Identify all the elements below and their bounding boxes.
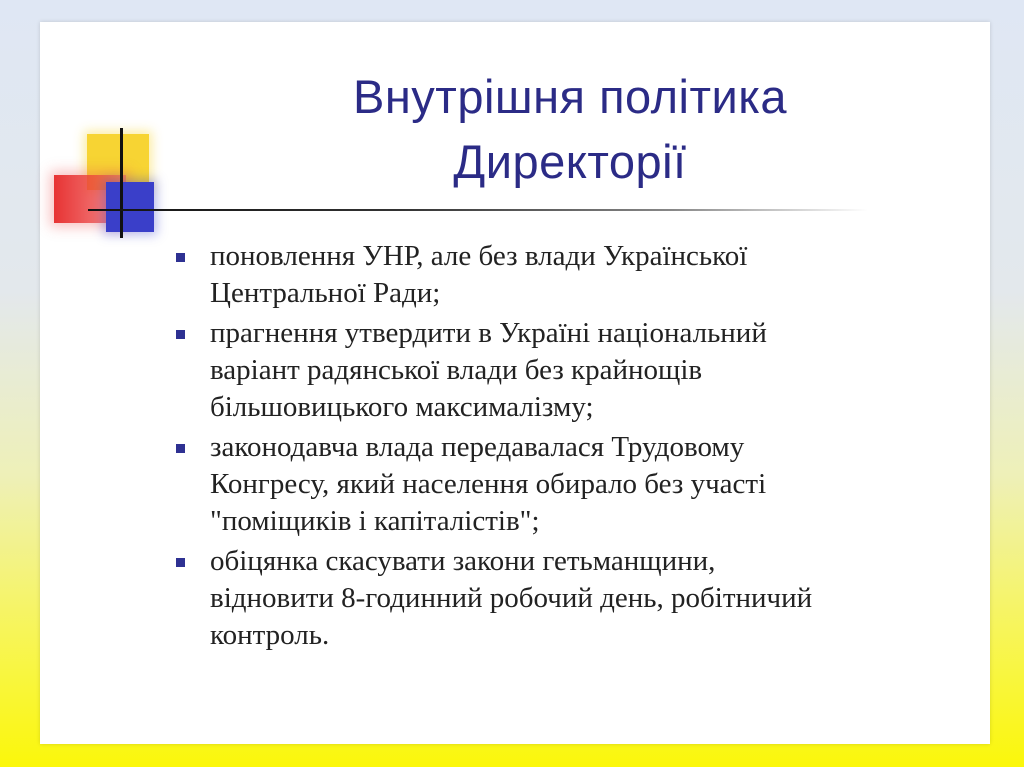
bullet-line: контроль.	[210, 619, 330, 651]
vertical-line-shape	[120, 128, 123, 238]
slide-title-line: Внутрішня політика	[352, 70, 788, 123]
square-bullet-icon	[176, 444, 185, 453]
bullet-line: "поміщиків і капіталістів";	[210, 505, 540, 537]
bullet-line: поновлення УНР, але без влади Української	[210, 240, 748, 272]
bullet-line: Конгресу, який населення обирало без участі	[210, 468, 767, 500]
decorative-squares-logo	[40, 22, 240, 262]
slide-title	[260, 64, 880, 194]
bullet-item	[170, 429, 970, 540]
square-bullet-icon	[176, 330, 185, 339]
bullet-item	[170, 238, 970, 312]
square-bullet-icon	[176, 253, 185, 262]
blue-square-shape	[106, 182, 154, 232]
bullet-line: обіцянка скасувати закони гетьманщини,	[210, 545, 716, 577]
square-bullet-icon	[176, 558, 185, 567]
title-underline	[88, 209, 868, 211]
bullet-list	[170, 238, 970, 657]
bullet-item	[170, 543, 970, 654]
slide	[40, 22, 990, 744]
bullet-line: прагнення утвердити в Україні національний	[210, 317, 767, 349]
bullet-line: Центральної Ради;	[210, 277, 441, 309]
bullet-item	[170, 315, 970, 426]
slide-title-line: Директорії	[453, 135, 687, 188]
bullet-line: законодавча влада передавалася Трудовому	[210, 431, 745, 463]
bullet-line: більшовицького максималізму;	[210, 391, 594, 423]
bullet-line: відновити 8-годинний робочий день, робітничий	[210, 582, 813, 614]
bullet-line: варіант радянської влади без крайнощів	[210, 354, 703, 386]
